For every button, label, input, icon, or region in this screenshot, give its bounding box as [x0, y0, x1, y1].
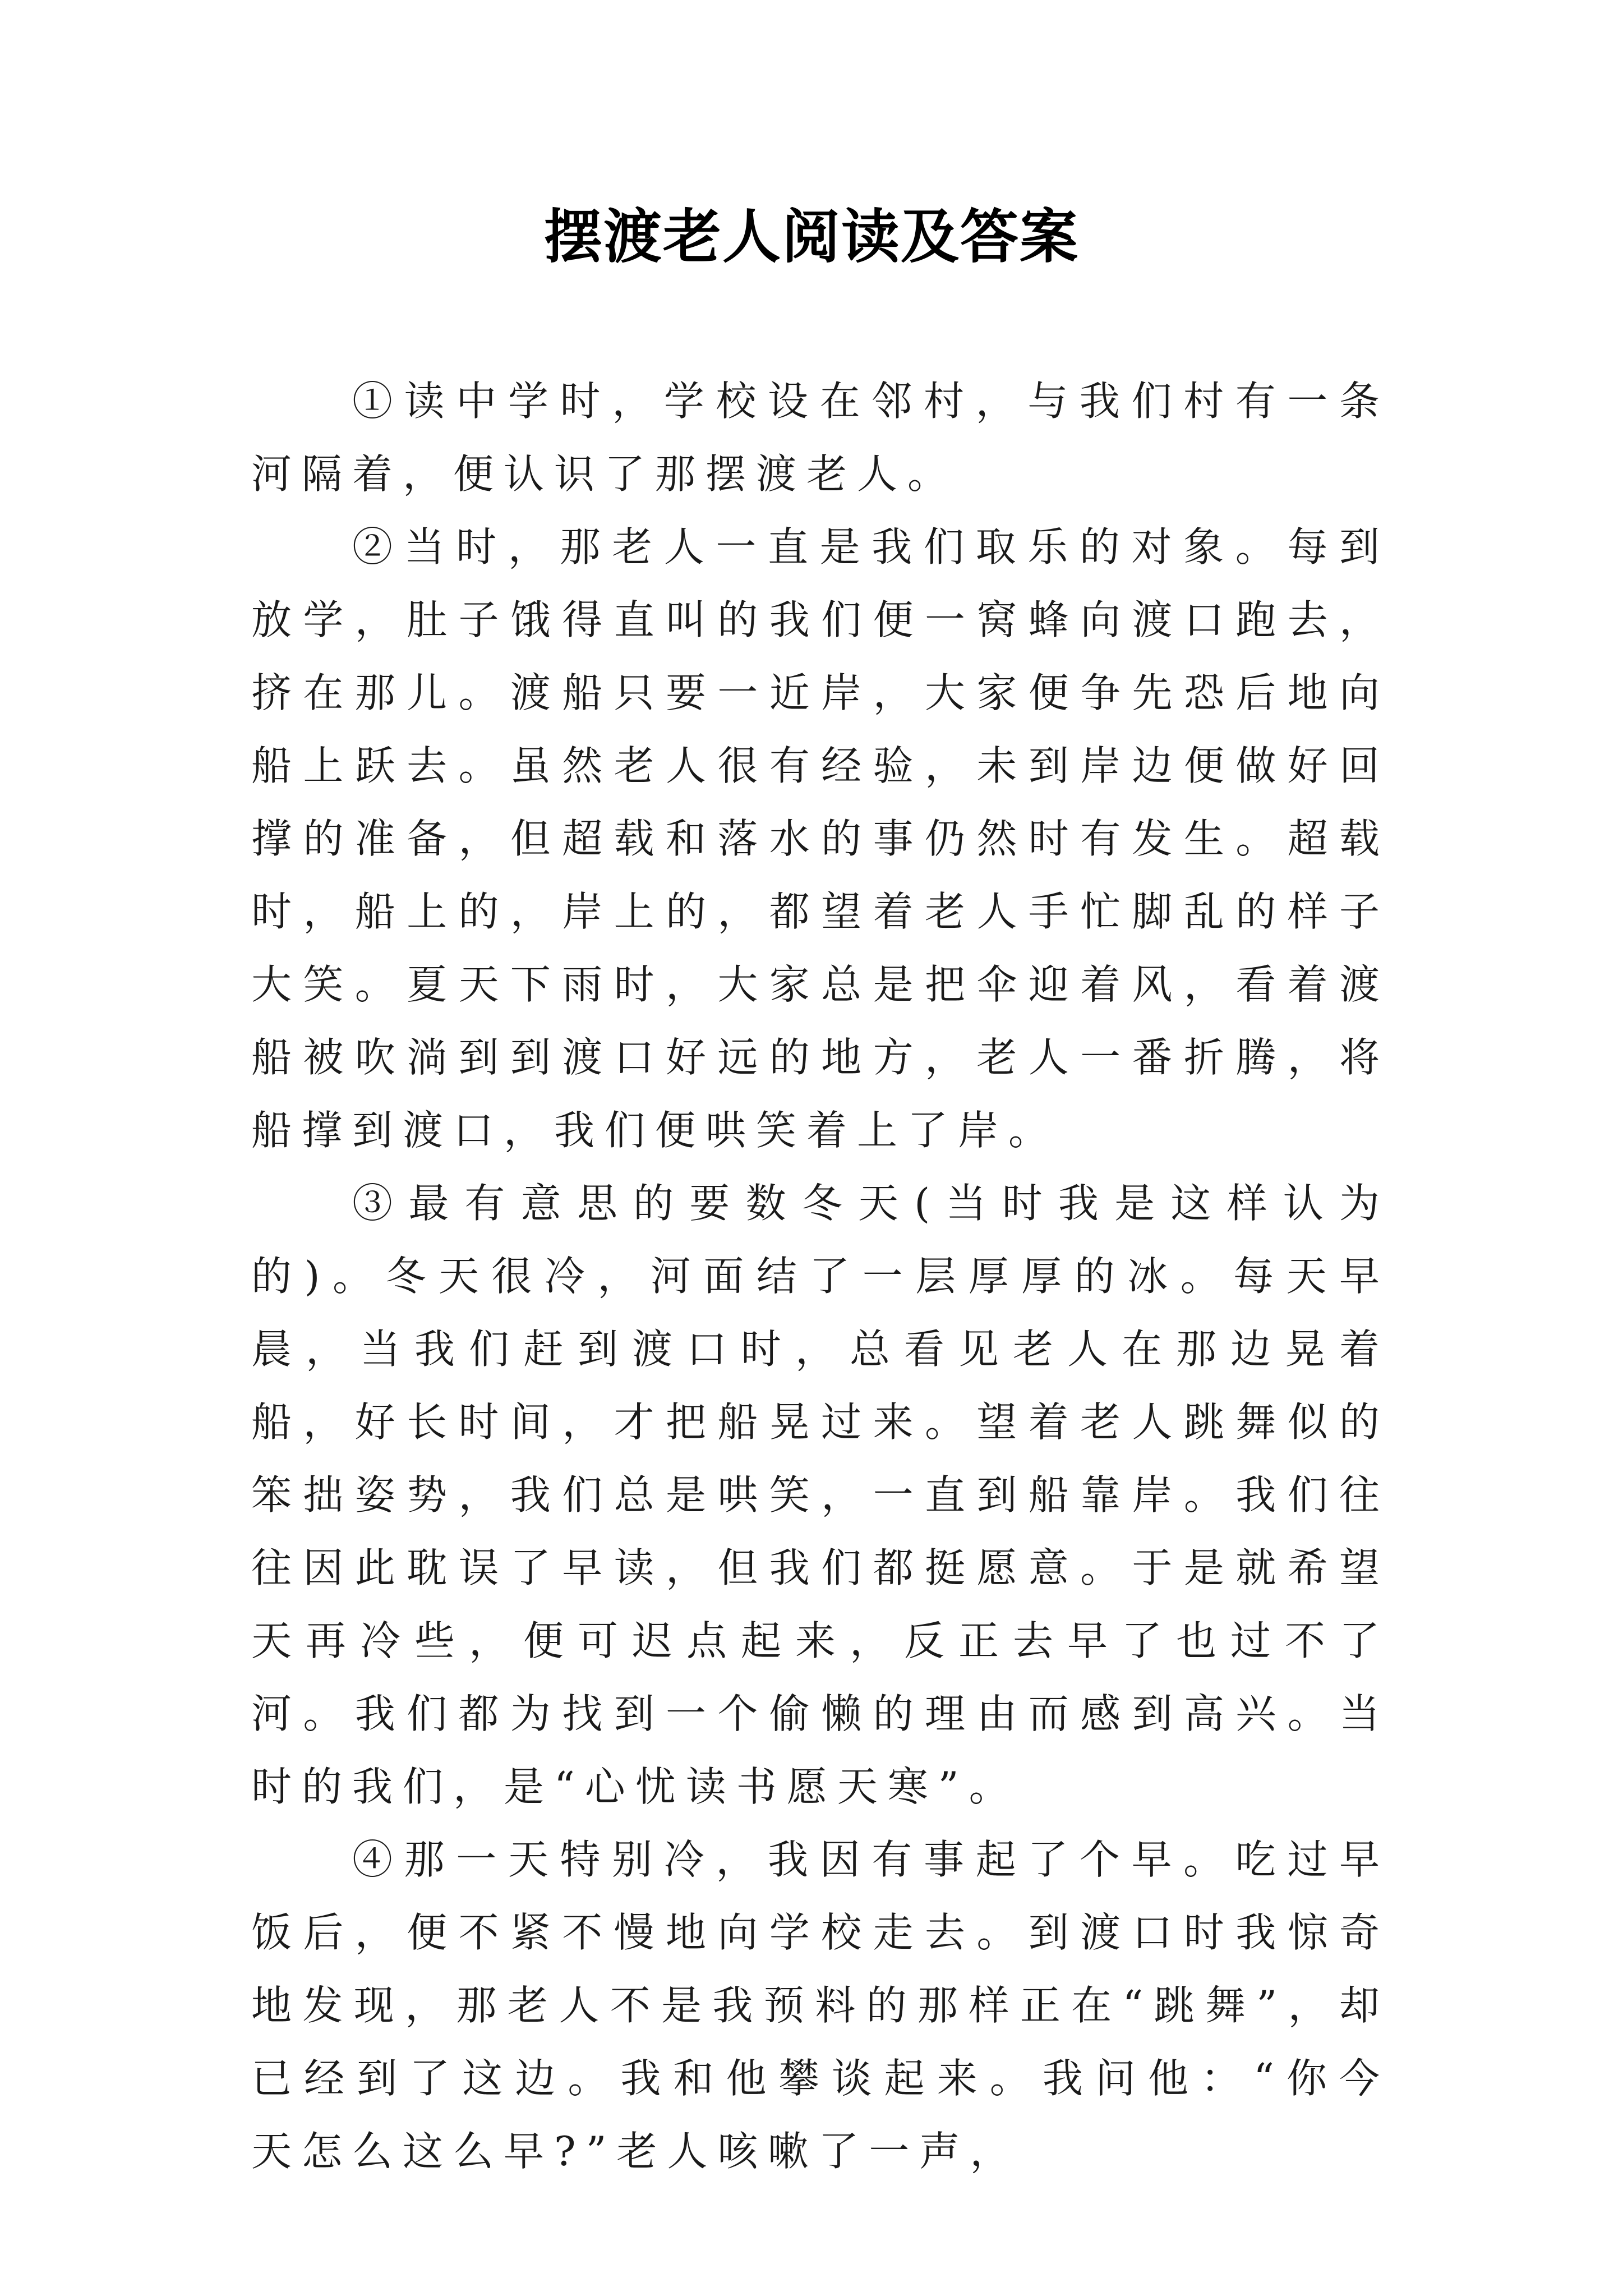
paragraph-2: ②当时，那老人一直是我们取乐的对象。每到放学，肚子饿得直叫的我们便一窝蜂向渡口跑去，挤在那儿。渡船只要一近岸，大家便争先恐后地向船上跃去。虽然老人很有经验，未到岸边便做好回撑的准备，但超载和落水的事仍然时有发生。超载时，船上的，岸上的，都望着老人手忙脚乱的样子大笑。夏天下雨时，大家总是把伞迎着风，看着渡船被吹淌到到渡口好远的地方，老人一番折腾，将船撑到渡口，我们便哄笑着上了岸。 [251, 523, 1390, 1154]
paragraph-3: ③最有意思的要数冬天(当时我是这样认为的)。冬天很冷，河面结了一层厚厚的冰。每天早晨，当我们赶到渡口时，总看见老人在那边晃着船，好长时间，才把船晃过来。望着老人跳舞似的笨拙姿势，我们总是哄笑，一直到船靠岸。我们往往因此耽误了早读，但我们都挺愿意。于是就希望天再冷些，便可迟点起来，反正去早了也过不了河。我们都为找到一个偷懒的理由而感到高兴。当时的我们，是“心忧读书愿天寒”。 [251, 1180, 1390, 1810]
paragraph-1: ①读中学时，学校设在邻村，与我们村有一条河隔着，便认识了那摆渡老人。 [251, 378, 1390, 498]
paragraph-4: ④那一天特别冷，我因有事起了个早。吃过早饭后，便不紧不慢地向学校走去。到渡口时我惊奇地发现，那老人不是我预料的那样正在“跳舞”，却已经到了这边。我和他攀谈起来。我问他：“你今天怎么这么早?”老人咳嗽了一声， [251, 1836, 1390, 2175]
document-title: 摆渡老人阅读及答案 [543, 202, 1079, 271]
document-body [251, 365, 1390, 2188]
